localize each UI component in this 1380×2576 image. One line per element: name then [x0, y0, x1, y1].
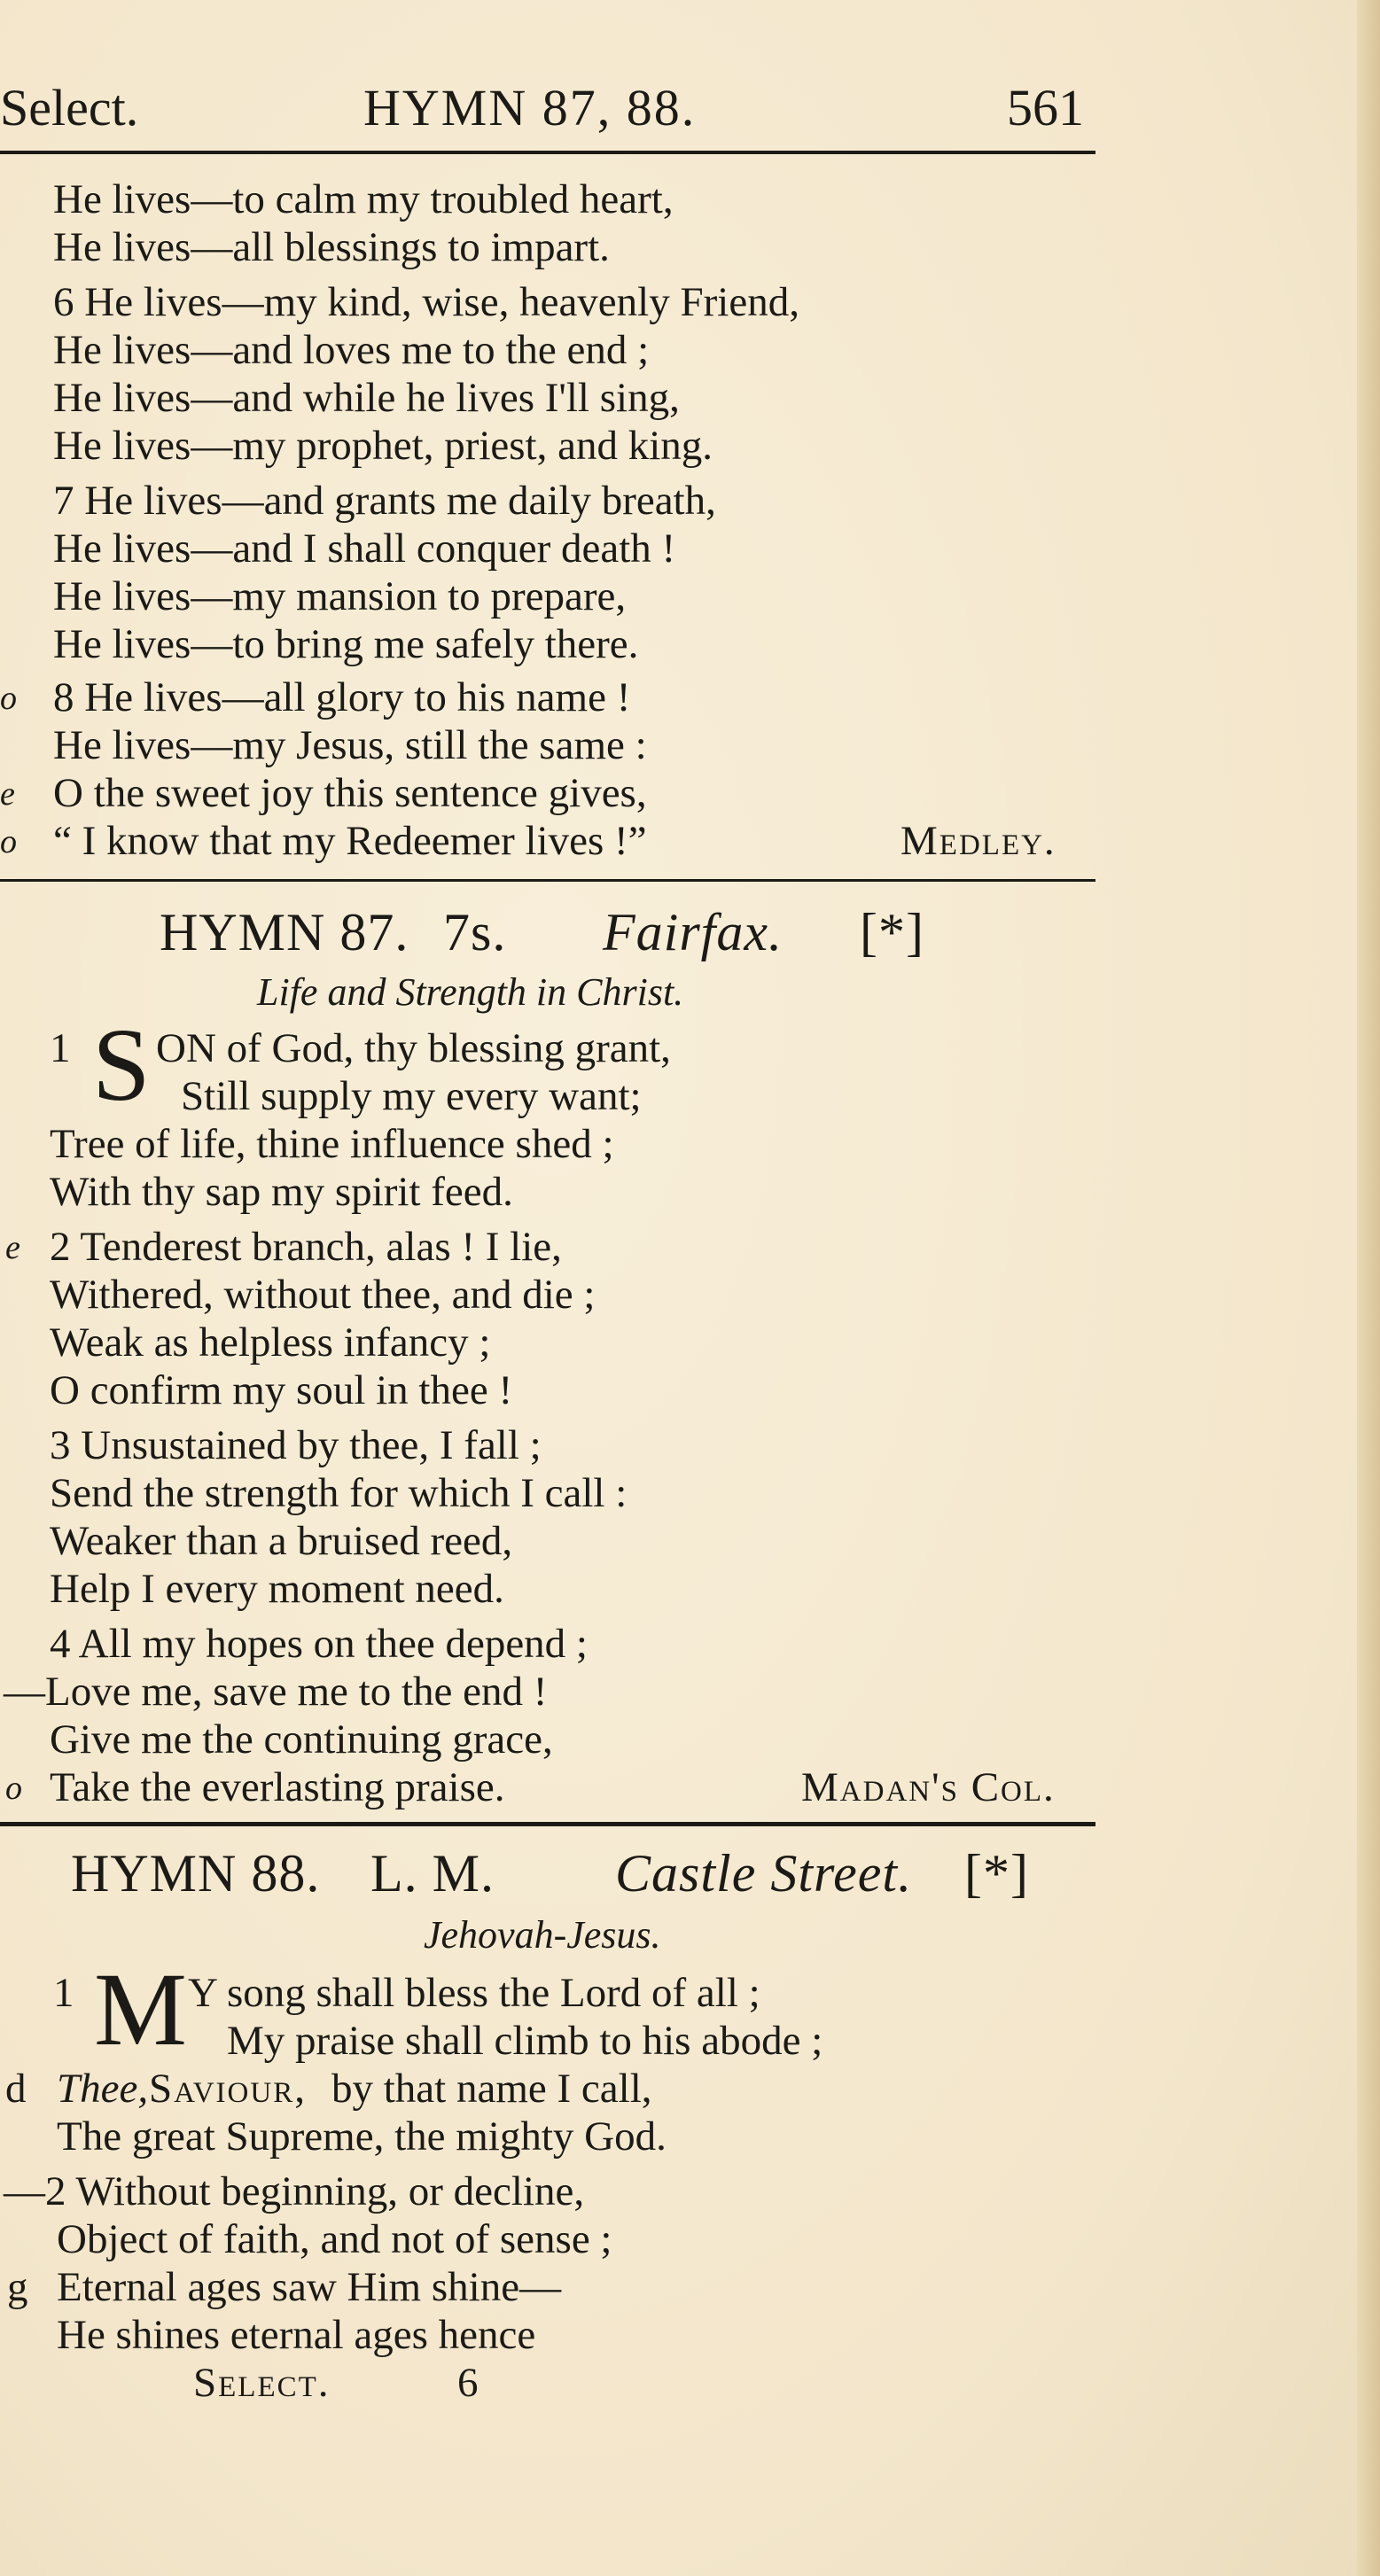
verse-line: He lives—and I shall conquer death ! — [53, 525, 676, 572]
verse-line: Weak as helpless infancy ; — [50, 1319, 491, 1366]
verse-line: My praise shall climb to his abode ; — [227, 2018, 823, 2064]
hymn-source: Medley. — [901, 818, 1056, 864]
margin-mark: d — [5, 2066, 27, 2112]
verse-line: 7 He lives—and grants me daily breath, — [53, 478, 716, 524]
verse-line: —2 Without beginning, or decline, — [4, 2168, 585, 2214]
verse-line: With thy sap my spirit feed. — [50, 1169, 513, 1215]
header-left: Select. — [0, 79, 139, 136]
verse-number: 1 — [50, 1025, 71, 1071]
verse-line: 6 He lives—my kind, wise, heavenly Friend, — [53, 279, 799, 325]
hymn-subtitle: Life and Strength in Christ. — [257, 970, 684, 1014]
verse-line: ON of God, thy blessing grant, — [156, 1025, 671, 1071]
verse-line: “ I know that my Redeemer lives !” — [53, 818, 647, 864]
verse-line: Send the strength for which I call : — [50, 1470, 628, 1516]
verse-line: Weaker than a bruised reed, — [50, 1518, 513, 1564]
verse-line: He lives—and while he lives I'll sing, — [53, 375, 680, 421]
page-number: 561 — [1007, 79, 1084, 136]
verse-line: He lives—my prophet, priest, and king. — [53, 423, 713, 469]
verse-line: Help I every moment need. — [50, 1566, 504, 1612]
verse-line: He lives—my mansion to prepare, — [53, 573, 627, 619]
verse-number: 1 — [53, 1970, 74, 2016]
verse-line: Y song shall bless the Lord of all ; — [188, 1970, 760, 2016]
verse-line: The great Supreme, the mighty God. — [57, 2113, 667, 2160]
verse-line: by that name I call, — [331, 2066, 652, 2112]
hymn-title: HYMN 87. — [160, 903, 409, 961]
verse-line: —Love me, save me to the end ! — [4, 1669, 548, 1715]
drop-cap: M — [94, 1951, 187, 2067]
verse-word-thee: Thee, — [57, 2066, 149, 2112]
hymn-star: [*] — [860, 903, 924, 961]
section-rule — [0, 879, 1095, 882]
section-rule — [0, 1822, 1095, 1826]
verse-line: 8 He lives—all glory to his name ! — [53, 674, 631, 720]
page-edge — [1357, 0, 1380, 2576]
verse-line: He shines eternal ages hence — [57, 2312, 536, 2358]
margin-mark: e — [0, 775, 15, 813]
verse-line: Still supply my every want; — [181, 1073, 642, 1119]
verse-line: O the sweet joy this sentence gives, — [53, 770, 647, 816]
verse-line: He lives—to bring me safely there. — [53, 621, 639, 667]
margin-mark: o — [0, 680, 17, 717]
verse-line: He lives—and loves me to the end ; — [53, 327, 650, 373]
verse-word-saviour: Saviour, — [149, 2066, 307, 2112]
margin-mark: o — [5, 1770, 22, 1807]
hymn-subtitle: Jehovah-Jesus. — [424, 1913, 661, 1957]
header-center: HYMN 87, 88. — [363, 79, 697, 136]
verse-line: He lives—to calm my troubled heart, — [53, 176, 674, 222]
verse-line: He lives—my Jesus, still the same : — [53, 722, 647, 768]
hymn-tune: Fairfax. — [603, 903, 783, 961]
verse-line: Take the everlasting praise. — [50, 1764, 505, 1810]
signature-mark: Select. — [193, 2360, 331, 2406]
hymn-source: Madan's Col. — [801, 1764, 1056, 1810]
verse-line: Object of faith, and not of sense ; — [57, 2216, 612, 2262]
margin-mark: o — [0, 823, 17, 860]
margin-mark: g — [7, 2264, 28, 2310]
margin-mark: e — [5, 1229, 20, 1266]
verse-line: 2 Tenderest branch, alas ! I lie, — [50, 1224, 562, 1270]
verse-line: Withered, without thee, and die ; — [50, 1272, 596, 1318]
hymn-tune: Castle Street. — [615, 1844, 913, 1903]
drop-cap: S — [92, 1007, 151, 1123]
verse-line: Eternal ages saw Him shine— — [57, 2264, 562, 2310]
hymn-star: [*] — [964, 1844, 1029, 1903]
verse-line: O confirm my soul in thee ! — [50, 1367, 513, 1413]
verse-line: He lives—all blessings to impart. — [53, 224, 610, 270]
hymn-title: HYMN 88. — [71, 1844, 321, 1903]
header-rule — [0, 151, 1095, 154]
verse-line: 3 Unsustained by thee, I fall ; — [50, 1422, 542, 1468]
verse-line: 4 All my hopes on thee depend ; — [50, 1621, 588, 1667]
verse-line: Tree of life, thine influence shed ; — [50, 1121, 614, 1167]
verse-line: Give me the continuing grace, — [50, 1716, 553, 1763]
hymn-meter: 7s. — [443, 903, 507, 961]
signature-number: 6 — [457, 2360, 479, 2406]
hymn-meter: L. M. — [370, 1844, 495, 1903]
